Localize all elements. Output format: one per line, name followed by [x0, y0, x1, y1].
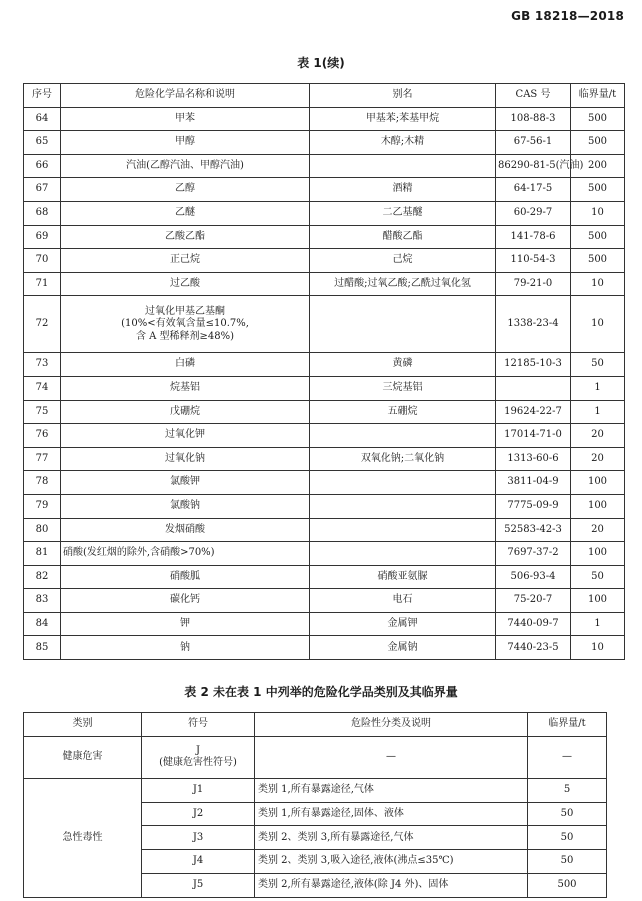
- description-cell: 类别 2,所有暴露途径,液体(除 J4 外)、固体: [255, 873, 528, 897]
- table1: [23, 83, 625, 660]
- table-row: [24, 400, 625, 424]
- cas-number-cell: 3811-04-9: [496, 471, 571, 495]
- table-row: [24, 447, 625, 471]
- column-header: CAS 号: [496, 84, 571, 108]
- row-number-cell: 84: [24, 612, 61, 636]
- alias-cell: [310, 154, 496, 178]
- row-number-cell: 69: [24, 225, 61, 249]
- description-cell: 类别 2、类别 3,所有暴露途径,气体: [255, 826, 528, 850]
- table-row: [24, 542, 625, 566]
- alias-cell: 酒精: [310, 178, 496, 202]
- alias-cell: 过醋酸;过氧乙酸;乙酰过氧化氢: [310, 272, 496, 296]
- chemical-name-line: (10%<有效氧含量≤10.7%,: [121, 318, 249, 330]
- symbol-cell: J1: [142, 778, 255, 802]
- threshold-cell: 10: [571, 201, 625, 225]
- table-row: [24, 249, 625, 273]
- row-number-cell: 80: [24, 518, 61, 542]
- chemical-name-cell: 汽油(乙醇汽油、甲醇汽油): [61, 154, 310, 178]
- row-number-cell: 71: [24, 272, 61, 296]
- alias-cell: 双氧化钠;二氧化钠: [310, 447, 496, 471]
- table-row: [24, 736, 607, 778]
- description-cell: 类别 1,所有暴露途径,气体: [255, 778, 528, 802]
- alias-cell: 木醇;木精: [310, 131, 496, 155]
- quantity-cell: 50: [528, 826, 607, 850]
- table-row: [24, 154, 625, 178]
- column-header: 序号: [24, 84, 61, 108]
- column-header: 临界量/t: [528, 713, 607, 737]
- table-row: [24, 272, 625, 296]
- chemical-name-cell: 乙醇: [61, 178, 310, 202]
- chemical-name-cell: 乙酸乙酯: [61, 225, 310, 249]
- cas-number-cell: 12185-10-3: [496, 353, 571, 377]
- table-row: [24, 178, 625, 202]
- chemical-name-cell: [61, 296, 310, 353]
- alias-cell: 己烷: [310, 249, 496, 273]
- row-number-cell: 66: [24, 154, 61, 178]
- table-row: [24, 636, 625, 660]
- quantity-cell: 5: [528, 778, 607, 802]
- alias-cell: 三烷基铝: [310, 376, 496, 400]
- column-header: 类别: [24, 713, 142, 737]
- threshold-cell: 20: [571, 424, 625, 448]
- threshold-cell: 1: [571, 400, 625, 424]
- table1-header-row: [24, 84, 625, 108]
- threshold-cell: 20: [571, 518, 625, 542]
- chemical-name-cell: 发烟硝酸: [61, 518, 310, 542]
- cas-number-cell: 7440-23-5: [496, 636, 571, 660]
- table-row: [24, 589, 625, 613]
- alias-cell: 黄磷: [310, 353, 496, 377]
- alias-cell: 醋酸乙酯: [310, 225, 496, 249]
- chemical-name-cell: 白磷: [61, 353, 310, 377]
- chemical-name-cell: 正己烷: [61, 249, 310, 273]
- description-cell: 类别 2、类别 3,吸入途径,液体(沸点≤35℃): [255, 850, 528, 874]
- threshold-cell: 200: [571, 154, 625, 178]
- chemical-name-cell: 过氧化钾: [61, 424, 310, 448]
- cas-number-cell: 1313-60-6: [496, 447, 571, 471]
- cas-number-cell: 52583-42-3: [496, 518, 571, 542]
- threshold-cell: 100: [571, 471, 625, 495]
- quantity-cell: —: [528, 736, 607, 778]
- symbol-cell: J3: [142, 826, 255, 850]
- row-number-cell: 79: [24, 494, 61, 518]
- row-number-cell: 68: [24, 201, 61, 225]
- table-row: [24, 353, 625, 377]
- alias-cell: [310, 518, 496, 542]
- chemical-name-line: 过氧化甲基乙基酮: [145, 305, 225, 317]
- threshold-cell: 500: [571, 178, 625, 202]
- table-row: [24, 612, 625, 636]
- row-number-cell: 65: [24, 131, 61, 155]
- threshold-cell: 10: [571, 272, 625, 296]
- column-header: 危险化学品名称和说明: [61, 84, 310, 108]
- threshold-cell: 50: [571, 353, 625, 377]
- standard-number: GB 18218—2018: [511, 9, 624, 23]
- row-number-cell: 76: [24, 424, 61, 448]
- symbol-cell: J5: [142, 873, 255, 897]
- chemical-name-cell: 钾: [61, 612, 310, 636]
- table-row: [24, 471, 625, 495]
- threshold-cell: 10: [571, 636, 625, 660]
- quantity-cell: 50: [528, 802, 607, 826]
- table2-caption: 表 2 未在表 1 中列举的危险化学品类别及其临界量: [184, 685, 458, 699]
- threshold-cell: 100: [571, 494, 625, 518]
- table-row: [24, 376, 625, 400]
- table-row: [24, 131, 625, 155]
- cas-number-cell: 110-54-3: [496, 249, 571, 273]
- cas-number-cell: [496, 376, 571, 400]
- cas-number-cell: 7775-09-9: [496, 494, 571, 518]
- row-number-cell: 70: [24, 249, 61, 273]
- chemical-name-cell: 钠: [61, 636, 310, 660]
- threshold-cell: 500: [571, 249, 625, 273]
- threshold-cell: 1: [571, 376, 625, 400]
- table-row: [24, 107, 625, 131]
- cas-number-cell: 7697-37-2: [496, 542, 571, 566]
- cas-number-cell: 64-17-5: [496, 178, 571, 202]
- row-number-cell: 73: [24, 353, 61, 377]
- row-number-cell: 77: [24, 447, 61, 471]
- threshold-cell: 20: [571, 447, 625, 471]
- table-row: [24, 296, 625, 353]
- chemical-name-cell: 甲苯: [61, 107, 310, 131]
- row-number-cell: 75: [24, 400, 61, 424]
- cas-number-cell: 7440-09-7: [496, 612, 571, 636]
- cas-number-cell: 108-88-3: [496, 107, 571, 131]
- symbol-note: (健康危害性符号): [159, 757, 237, 769]
- alias-cell: [310, 424, 496, 448]
- table2: [23, 712, 607, 898]
- quantity-cell: 50: [528, 850, 607, 874]
- alias-cell: [310, 296, 496, 353]
- threshold-cell: 500: [571, 131, 625, 155]
- alias-cell: 甲基苯;苯基甲烷: [310, 107, 496, 131]
- threshold-cell: 1: [571, 612, 625, 636]
- symbol-cell: J2: [142, 802, 255, 826]
- chemical-name-cell: 硝酸(发红烟的除外,含硝酸>70%): [61, 542, 310, 566]
- row-number-cell: 78: [24, 471, 61, 495]
- chemical-name-cell: 过乙酸: [61, 272, 310, 296]
- chemical-name-cell: 烷基铝: [61, 376, 310, 400]
- row-number-cell: 72: [24, 296, 61, 353]
- row-number-cell: 64: [24, 107, 61, 131]
- alias-cell: 金属钠: [310, 636, 496, 660]
- alias-cell: [310, 542, 496, 566]
- threshold-cell: 500: [571, 107, 625, 131]
- category-cell: 急性毒性: [24, 778, 142, 897]
- column-header: 符号: [142, 713, 255, 737]
- quantity-cell: 500: [528, 873, 607, 897]
- chemical-name-cell: 乙醚: [61, 201, 310, 225]
- alias-cell: 硝酸亚氨脲: [310, 565, 496, 589]
- row-number-cell: 67: [24, 178, 61, 202]
- cas-number-cell: 19624-22-7: [496, 400, 571, 424]
- cas-number-cell: 67-56-1: [496, 131, 571, 155]
- table-row: [24, 565, 625, 589]
- chemical-name-cell: 甲醇: [61, 131, 310, 155]
- cas-number-cell: 17014-71-0: [496, 424, 571, 448]
- cas-number-cell: 75-20-7: [496, 589, 571, 613]
- table1-caption: 表 1(续): [297, 56, 345, 70]
- alias-cell: [310, 494, 496, 518]
- cas-number-cell: 86290-81-5(汽油): [496, 154, 571, 178]
- chemical-name-cell: 过氧化钠: [61, 447, 310, 471]
- column-header: 临界量/t: [571, 84, 625, 108]
- table-row: [24, 518, 625, 542]
- symbol-cell: J4: [142, 850, 255, 874]
- alias-cell: 金属钾: [310, 612, 496, 636]
- row-number-cell: 74: [24, 376, 61, 400]
- cas-number-cell: 1338-23-4: [496, 296, 571, 353]
- row-number-cell: 81: [24, 542, 61, 566]
- row-number-cell: 85: [24, 636, 61, 660]
- symbol-text: J: [195, 744, 200, 756]
- table-row: [24, 778, 607, 802]
- threshold-cell: 50: [571, 565, 625, 589]
- threshold-cell: 100: [571, 589, 625, 613]
- table-row: [24, 225, 625, 249]
- table-row: [24, 424, 625, 448]
- chemical-name-cell: 戊硼烷: [61, 400, 310, 424]
- cas-number-cell: 506-93-4: [496, 565, 571, 589]
- table2-header-row: [24, 713, 607, 737]
- chemical-name-cell: 硝酸胍: [61, 565, 310, 589]
- chemical-name-line: 含 A 型稀释剂≥48%): [135, 330, 235, 342]
- threshold-cell: 10: [571, 296, 625, 353]
- row-number-cell: 82: [24, 565, 61, 589]
- alias-cell: 五硼烷: [310, 400, 496, 424]
- chemical-name-cell: 氯酸钠: [61, 494, 310, 518]
- threshold-cell: 500: [571, 225, 625, 249]
- alias-cell: 二乙基醚: [310, 201, 496, 225]
- symbol-cell: [142, 736, 255, 778]
- column-header: 危险性分类及说明: [255, 713, 528, 737]
- row-number-cell: 83: [24, 589, 61, 613]
- alias-cell: [310, 471, 496, 495]
- cas-number-cell: 79-21-0: [496, 272, 571, 296]
- threshold-cell: 100: [571, 542, 625, 566]
- cas-number-cell: 60-29-7: [496, 201, 571, 225]
- chemical-name-cell: 氯酸钾: [61, 471, 310, 495]
- description-cell: —: [255, 736, 528, 778]
- column-header: 别名: [310, 84, 496, 108]
- alias-cell: 电石: [310, 589, 496, 613]
- description-cell: 类别 1,所有暴露途径,固体、液体: [255, 802, 528, 826]
- chemical-name-cell: 碳化钙: [61, 589, 310, 613]
- category-cell: 健康危害: [24, 736, 142, 778]
- table-row: [24, 201, 625, 225]
- table-row: [24, 494, 625, 518]
- cas-number-cell: 141-78-6: [496, 225, 571, 249]
